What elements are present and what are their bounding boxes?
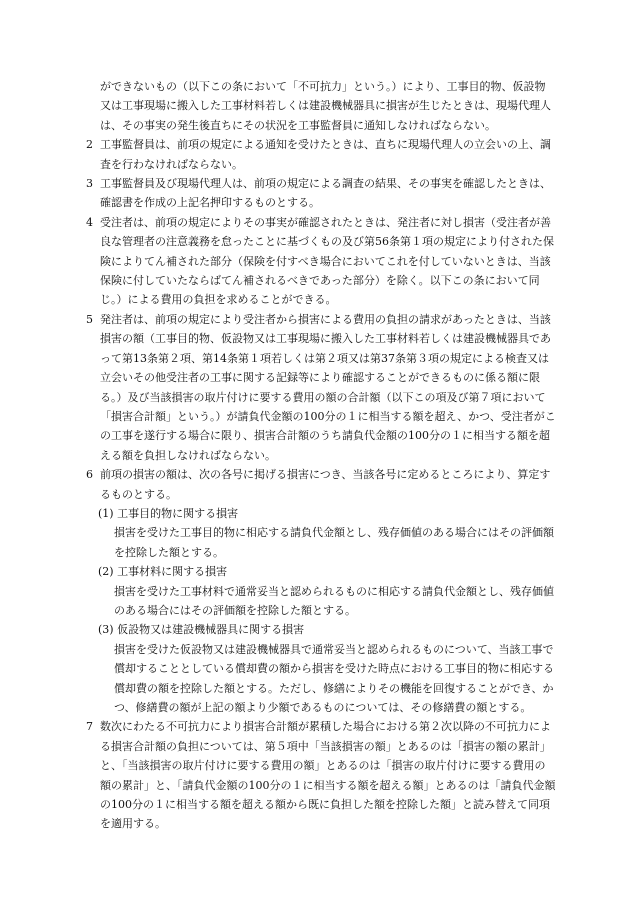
- intro-paragraph: ができないもの（以下この条において「不可抗力」という。）により、工事目的物、仮設物又は工事現場に搬入した工事材料若しくは建設機械器具に損害が生じたときは、現場代理人は、その事実の発生後直ちにその状況を工事監督員に通知しなければならない。: [100, 80, 551, 132]
- item-1-body: [86, 523, 556, 562]
- paragraph-number: 6: [86, 468, 93, 482]
- item-2-body: [86, 582, 556, 621]
- paragraph-text: 工事監督員は、前項の規定による通知を受けたときは、直ちに現場代理人の立会いの上、調査を行わなければならない。: [100, 138, 551, 171]
- paragraph-number: 4: [86, 215, 93, 229]
- item-body: 損害を受けた工事目的物に相応する請負代金額とし、残存価値のある場合にはその評価額を控除した額とする。: [114, 526, 554, 559]
- item-2-heading: [86, 562, 556, 581]
- paragraph-text: 受注者は、前項の規定によりその事実が確認されたときは、発注者に対し損害（受注者が善良な管理者の注意義務を怠ったことに基づくもの及び第56条第１項の規定により付された保険によりてん補された部分（保険を付すべき場合においてこれを付していないときは、当該保険に付していたならばてん補されるべきであった部分）を除く。以下この条において同じ。）による費用の負担を求めることができる。: [100, 215, 554, 307]
- item-label: (2): [98, 565, 114, 579]
- paragraph-7: [86, 717, 556, 833]
- item-heading: 工事材料に関する損害: [117, 565, 228, 579]
- item-label: (1): [98, 506, 114, 520]
- paragraph-text: 発注者は、前項の規定により受注者から損害による費用の負担の請求があったときは、当該損害の額（工事目的物、仮設物又は工事現場に搬入した工事材料若しくは建設機械器具であって第13条第２項、第14条第１項若しくは第２項又は第37条第３項の規定による検査又は立会いその他受注者の工事に関する記録等により確認することができるものに係る額に限る。）及び当該損害の取片付けに要する費用の額の合計額（以下この項及び第７項において「損害合計額」という。）が請負代金額の100分の１に相当する額を超え、かつ、受注者がこの工事を遂行する場合に限り、損害合計額のうち請負代金額の100分の１に相当する額を超える額を負担しなければならない。: [100, 312, 556, 462]
- paragraph-number: 5: [86, 312, 93, 326]
- paragraph-number: 2: [86, 138, 93, 152]
- item-body: 損害を受けた仮設物又は建設機械器具で通常妥当と認められるものについて、当該工事で償却することとしている償却費の額から損害を受けた時点における工事目的物に相応する償却費の額を控除した額とする。ただし、修繕によりその機能を回復することができ、かつ、修繕費の額が上記の額より少額であるものについては、その修繕費の額とする。: [114, 642, 554, 714]
- item-1-heading: [86, 504, 556, 523]
- paragraph-5: [86, 310, 556, 465]
- paragraph-text: 前項の損害の額は、次の各号に掲げる損害につき、当該各号に定めるところにより、算定するものとする。: [100, 468, 551, 501]
- item-heading: 仮設物又は建設機械器具に関する損害: [117, 623, 305, 637]
- paragraph-number: 7: [86, 720, 93, 734]
- paragraph-3: [86, 174, 556, 213]
- item-3-heading: [86, 620, 556, 639]
- document-body: [86, 77, 556, 834]
- item-label: (3): [98, 623, 114, 637]
- paragraph-text: 数次にわたる不可抗力により損害合計額が累積した場合における第２次以降の不可抗力による損害合計額の負担については、第５項中「当該損害の額」とあるのは「損害の額の累計」と、「当該損害の取片付けに要する費用の額」とあるのは「損害の取片付けに要する費用の額の累計」と、「請負代金額の100分の１に相当する額を超える額」とあるのは「請負代金額の100分の１に相当する額を超える額から既に負担した額を控除した額」と読み替えて同項を適用する。: [100, 720, 556, 831]
- paragraph-4: [86, 213, 556, 310]
- paragraph-6: [86, 465, 556, 504]
- item-heading: 工事目的物に関する損害: [117, 506, 239, 520]
- paragraph-number: 3: [86, 177, 93, 191]
- item-body: 損害を受けた工事材料で通常妥当と認められるものに相応する請負代金額とし、残存価値のある場合にはその評価額を控除した額とする。: [114, 584, 554, 617]
- paragraph-2: [86, 135, 556, 174]
- item-3-body: [86, 640, 556, 718]
- paragraph-text: 工事監督員及び現場代理人は、前項の規定による調査の結果、その事実を確認したときは、確認書を作成の上記名押印するものとする。: [100, 177, 551, 210]
